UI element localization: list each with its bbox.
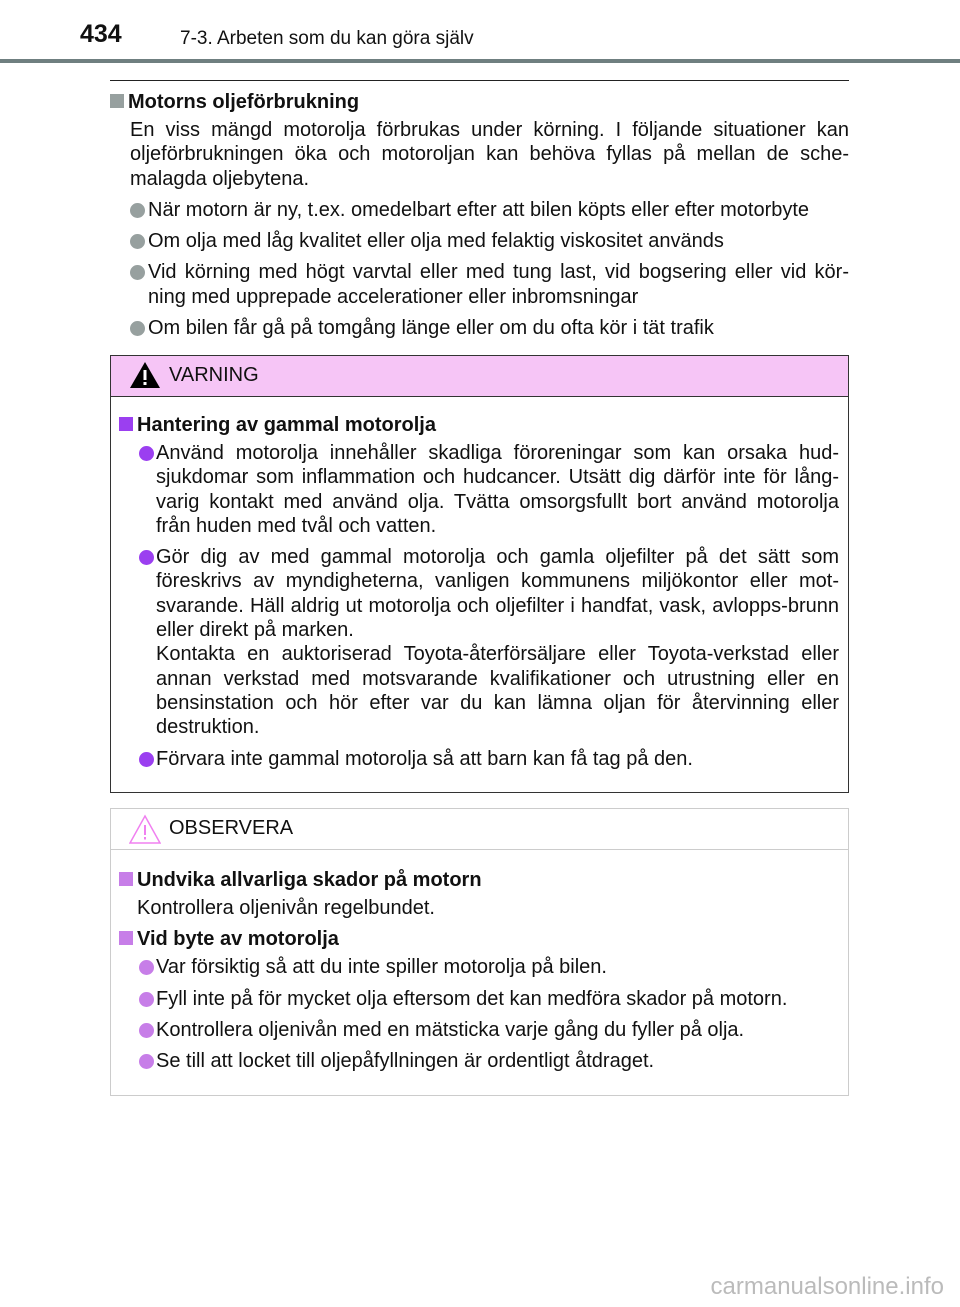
oil-consumption-section (110, 90, 849, 340)
list-item: Förvara inte gammal motorolja så att barn kan få tag på den. (119, 747, 839, 771)
bullet-icon (139, 1023, 154, 1038)
section-intro: En viss mängd motorolja förbrukas under körning. I följande situationer kan oljeförbrukningen öka och motoroljan kan behöva fyllas på mellan de sche-malagda oljebytena. (130, 119, 849, 190)
square-marker-icon (119, 417, 133, 431)
watermark: carmanualsonline.info (710, 1273, 944, 1300)
notice-title-2: Vid byte av motorolja (137, 928, 339, 951)
warning-title: Hantering av gammal motorolja (137, 414, 436, 436)
warning-triangle-icon (129, 361, 161, 389)
square-marker-icon (119, 872, 133, 886)
bullet-icon (139, 550, 154, 565)
notice-header (111, 809, 848, 850)
header-rule (0, 59, 960, 63)
notice-title-1: Undvika allvarliga skador på motorn (137, 869, 482, 891)
notice-text: Kontrollera oljenivån regelbundet. (137, 897, 435, 919)
bullet-icon (130, 321, 145, 336)
list-item: Var försiktig så att du inte spiller motorolja på bilen. (119, 955, 839, 979)
warning-box (110, 355, 849, 793)
list-item: Om bilen får gå på tomgång länge eller om du ofta kör i tät trafik (110, 316, 849, 340)
list-item: När motorn är ny, t.ex. omedelbart efter att bilen köpts eller efter motorbyte (110, 198, 849, 222)
square-marker-icon (119, 931, 133, 945)
bullet-icon (139, 752, 154, 767)
list-item: Använd motorolja innehåller skadliga föroreningar som kan orsaka hud-sjukdomar som inflammation och hudcancer. Utsätt dig därför inte för lång-varig kontakt med använd olja. Tvätta omsorgsfullt bort använd motorolja från huden med tvål och vatten. (119, 441, 839, 538)
square-marker-icon (110, 94, 124, 108)
bullet-icon (139, 992, 154, 1007)
section-title: Motorns oljeförbrukning (128, 91, 360, 113)
bullet-icon (139, 446, 154, 461)
list-item: Kontrollera oljenivån med en mätsticka varje gång du fyller på olja. (119, 1018, 839, 1042)
bullet-icon (139, 960, 154, 975)
list-item: Fyll inte på för mycket olja eftersom det kan medföra skador på motorn. (119, 987, 839, 1011)
notice-label: OBSERVERA (169, 817, 294, 839)
warning-header (111, 356, 848, 397)
bullet-icon (130, 265, 145, 280)
list-item: Vid körning med högt varvtal eller med tung last, vid bogsering eller vid kör-ning med upprepade accelerationer eller inbromsningar (110, 260, 849, 309)
bullet-icon (130, 234, 145, 249)
page-number: 434 (80, 20, 122, 48)
caution-triangle-icon (129, 814, 161, 844)
bullet-icon (139, 1054, 154, 1069)
divider (110, 80, 849, 81)
list-item: Gör dig av med gammal motorolja och gamla oljefilter på det sätt som föreskrivs av myndigheterna, vanligen kommunens miljökontor eller mot-svarande. Häll aldrig ut motorolja och oljefilter i handfat, vask, avlopps-brunn eller direkt på marken. Kontakta en auktoriserad Toyota-återförsäljare eller Toyota-verkstad eller annan verkstad med motsvarande kvalifikationer och utrustning eller en bensinstation och hör efter var du kan lämna oljan för återvinning eller destruktion. (119, 545, 839, 739)
list-item: Om olja med låg kvalitet eller olja med felaktig viskositet används (110, 229, 849, 253)
list-item: Se till att locket till oljepåfyllningen är ordentligt åtdraget. (119, 1049, 839, 1073)
section-header: 7-3. Arbeten som du kan göra själv (180, 28, 474, 49)
bullet-icon (130, 203, 145, 218)
notice-box (110, 808, 849, 1096)
warning-extra: Kontakta en auktoriserad Toyota-återförsäljare eller Toyota-verkstad eller annan verkstad med motsvarande kvalifikationer och utrustning eller en bensinstation och hör efter var du kan lämna oljan för återvinning eller destruktion. (156, 643, 839, 739)
warning-label: VARNING (169, 364, 259, 386)
